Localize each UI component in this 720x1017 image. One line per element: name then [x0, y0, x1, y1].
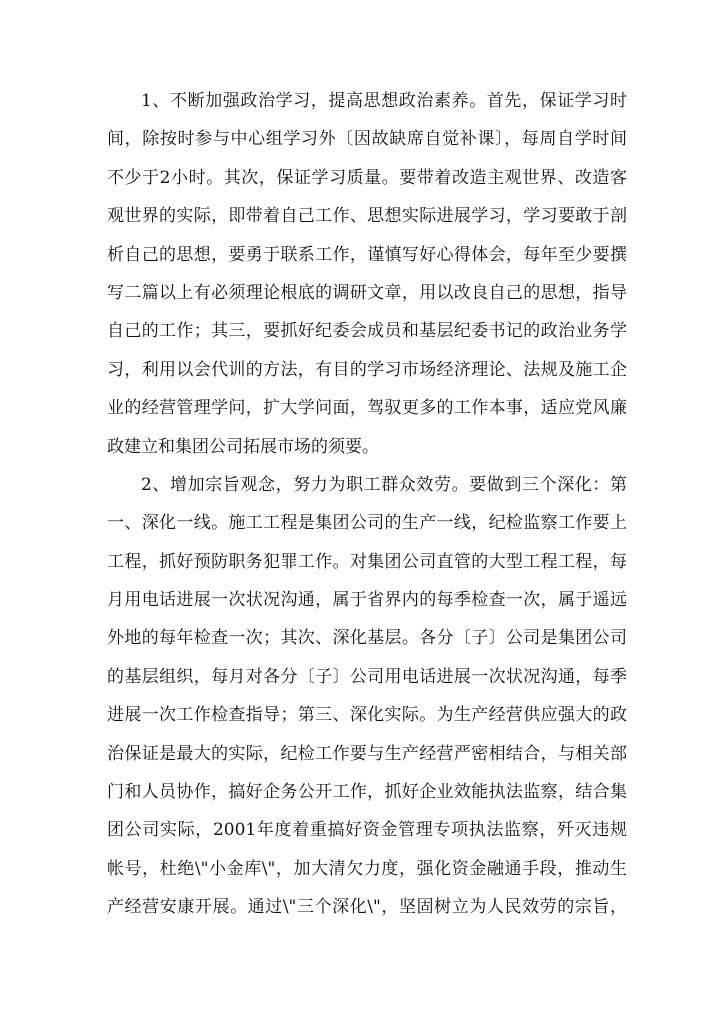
text-line: 不少于2小时。其次，保证学习质量。要带着改造主观世界、改造客 [107, 167, 627, 188]
text-line: 2、增加宗旨观念，努力为职工群众效劳。要做到三个深化：第 [141, 474, 627, 495]
text-line: 业的经营管理学问，扩大学问面，驾驭更多的工作本事，适应党风廉 [107, 398, 627, 419]
paragraph-2 [107, 466, 627, 927]
text-line: 间，除按时参与中心组学习外〔因故缺席自觉补课〕，每周自学时间 [107, 129, 627, 150]
text-line: 自己的工作；其三，要抓好纪委会成员和基层纪委书记的政治业务学 [107, 321, 627, 342]
text-line: 习，利用以会代训的方法，有目的学习市场经济理论、法规及施工企 [107, 359, 627, 380]
paragraph-1 [107, 82, 627, 466]
text-line: 外地的每年检查一次；其次、深化基层。各分〔子〕公司是集团公司 [107, 628, 627, 649]
text-line: 观世界的实际，即带着自己工作、思想实际进展学习，学习要敢于剖 [107, 206, 627, 227]
text-line: 写二篇以上有必须理论根底的调研文章，用以改良自己的思想，指导 [107, 282, 627, 303]
text-line: 月用电话进展一次状况沟通，属于省界内的每季检查一次，属于遥远 [107, 590, 627, 611]
text-line: 一、深化一线。施工工程是集团公司的生产一线，纪检监察工作要上 [107, 513, 627, 534]
text-line: 的基层组织，每月对各分〔子〕公司用电话进展一次状况沟通，每季 [107, 666, 627, 687]
document-body [107, 82, 627, 927]
text-line: 析自己的思想，要勇于联系工作，谨慎写好心得体会，每年至少要撰 [107, 244, 627, 265]
text-line: 门和人员协作，搞好企务公开工作，抓好企业效能执法监察，结合集 [107, 782, 627, 803]
text-line: 治保证是最大的实际，纪检工作要与生产经营严密相结合，与相关部 [107, 743, 627, 764]
text-line: 政建立和集团公司拓展市场的须要。 [107, 436, 379, 457]
text-line: 进展一次工作检查指导；第三、深化实际。为生产经营供应强大的政 [107, 705, 627, 726]
text-line: 1、不断加强政治学习，提高思想政治素养。首先，保证学习时 [141, 91, 627, 111]
text-line: 工程，抓好预防职务犯罪工作。对集团公司直管的大型工程工程，每 [107, 551, 627, 572]
text-line: 团公司实际，2001年度着重搞好资金管理专项执法监察，歼灭违规 [107, 820, 627, 841]
text-line: 帐号，杜绝\"小金库\"，加大清欠力度，强化资金融通手段，推动生 [107, 858, 627, 879]
text-line: 产经营安康开展。通过\"三个深化\"，坚固树立为人民效劳的宗旨， [107, 897, 627, 918]
